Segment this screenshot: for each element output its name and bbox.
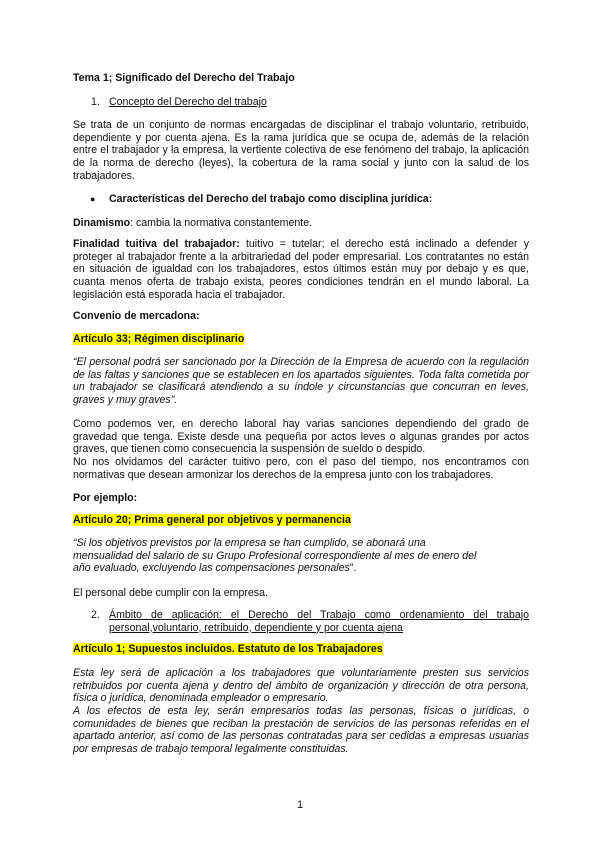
- section-2-number: 2.: [91, 609, 100, 621]
- convenio-heading: Convenio de mercadona:: [73, 310, 200, 322]
- paragraph-sanciones: Como podemos ver, en derecho laboral hay varias sanciones dependiendo del grado de gravedad que tenga. Existe desde una pequeña por actos leves o algunas grandes por actos graves, que tienen como consecuencia la suspensión de sueldo o despido.: [73, 418, 529, 456]
- ejemplo-heading: Por ejemplo:: [73, 492, 138, 504]
- paragraph-concepto: Se trata de un conjunto de normas encargadas de disciplinar el trabajo voluntario, retribuido, dependiente y por cuenta ajena. Es la rama jurídica que se ocupa de, además de la relación entre el trabajador y la empresa, la vertiente colectiva de ese fenómeno del trabajo, la aplicación de la norma de derecho (leyes), la cobertura de la rama social y junto con la salud de los trabajadores.: [73, 119, 529, 182]
- article-20-quote-line-2: mensualidad del salario de su Grupo Profesional correspondiente al mes de enero del: [73, 549, 477, 562]
- article-1-quote-2: A los efectos de esta ley, serán empresarios todas las personas, físicas o jurídicas, o comunidades de bienes que reciban la prestación de servicios de las personas referidas en el apartado anterior, así como de las personas contratadas para ser cedidas a empresas usuarias por empresas de trabajo temporal legalmente constituidas.: [73, 705, 529, 756]
- article-1-quote-1: Esta ley será de aplicación a los trabajadores que voluntariamente presten sus servicios retribuidos por cuenta ajena y dentro del ámbito de organización y dirección de otra persona, física o jurídica, denominada empleador o empresario.: [73, 667, 529, 705]
- article-33-highlight: Artículo 33; Régimen disciplinario: [73, 333, 245, 345]
- article-33-heading: [73, 333, 529, 346]
- term-dinamismo: Dinamismo: [73, 217, 131, 229]
- page-number: 1: [296, 799, 304, 811]
- article-1-highlight: Artículo 1; Supuestos incluidos. Estatuto de los Trabajadores: [73, 643, 383, 655]
- paragraph-dinamismo: [73, 217, 529, 230]
- article-20-heading: [73, 514, 529, 527]
- bullet-icon: ●: [90, 194, 96, 204]
- article-20-highlight: Artículo 20; Prima general por objetivos y permanencia: [73, 514, 351, 526]
- paragraph-finalidad: [73, 238, 529, 302]
- article-20-quote-line-3: año evaluado, excluyendo las compensaciones personales: [73, 562, 350, 575]
- paragraph-cumplir: El personal debe cumplir con la empresa.: [73, 587, 268, 599]
- term-finalidad: Finalidad tuitiva del trabajador:: [73, 238, 240, 250]
- finalidad-text: tuitivo = tutelar; el derecho está inclinado a defender y proteger al trabajador frente a la arbitrariedad del poder empresarial. Los contratantes no están en situación de igualdad con los trabajadores, estos últimos están muy por debajo y es que, cuanta menos oferta de trabajo exista, peores condiciones tendrán en el mundo laboral. La legislación está esporada hacia el trabajador.: [73, 238, 529, 301]
- section-1-number: 1.: [91, 96, 100, 108]
- article-20-quote: [73, 537, 529, 575]
- article-20-quote-end: ”.: [349, 562, 357, 575]
- page-title: Tema 1; Significado del Derecho del Trabajo: [73, 72, 295, 84]
- article-33-quote: “El personal podrá ser sancionado por la Dirección de la Empresa de acuerdo con la regulación de las faltas y sanciones que se establecen en los apartados siguientes. Toda falta cometida por un trabajador se clasificará atendiendo a su índole y circunstancias que concurran en leves, graves y muy graves”.: [73, 356, 529, 407]
- article-20-quote-line-1: “Si los objetivos previstos por la empresa se han cumplido, se abonará una: [73, 537, 426, 549]
- paragraph-tuitivo: No nos olvidamos del carácter tuitivo pero, con el paso del tiempo, nos encontramos con normativas que desean armonizar los derechos de la empresa junto con los trabajadores.: [73, 456, 529, 481]
- article-1-heading: [73, 643, 529, 656]
- section-1-heading: Concepto del Derecho del trabajo: [109, 96, 267, 108]
- dinamismo-text: : cambia la normativa constantemente.: [130, 217, 313, 229]
- section-2-heading: Ámbito de aplicación: el Derecho del Trabajo como ordenamiento del trabajo personal,voluntario, retribuido, dependiente y por cuenta ajena: [109, 609, 529, 634]
- bullet-heading: Características del Derecho del trabajo como disciplina jurídica:: [109, 193, 433, 205]
